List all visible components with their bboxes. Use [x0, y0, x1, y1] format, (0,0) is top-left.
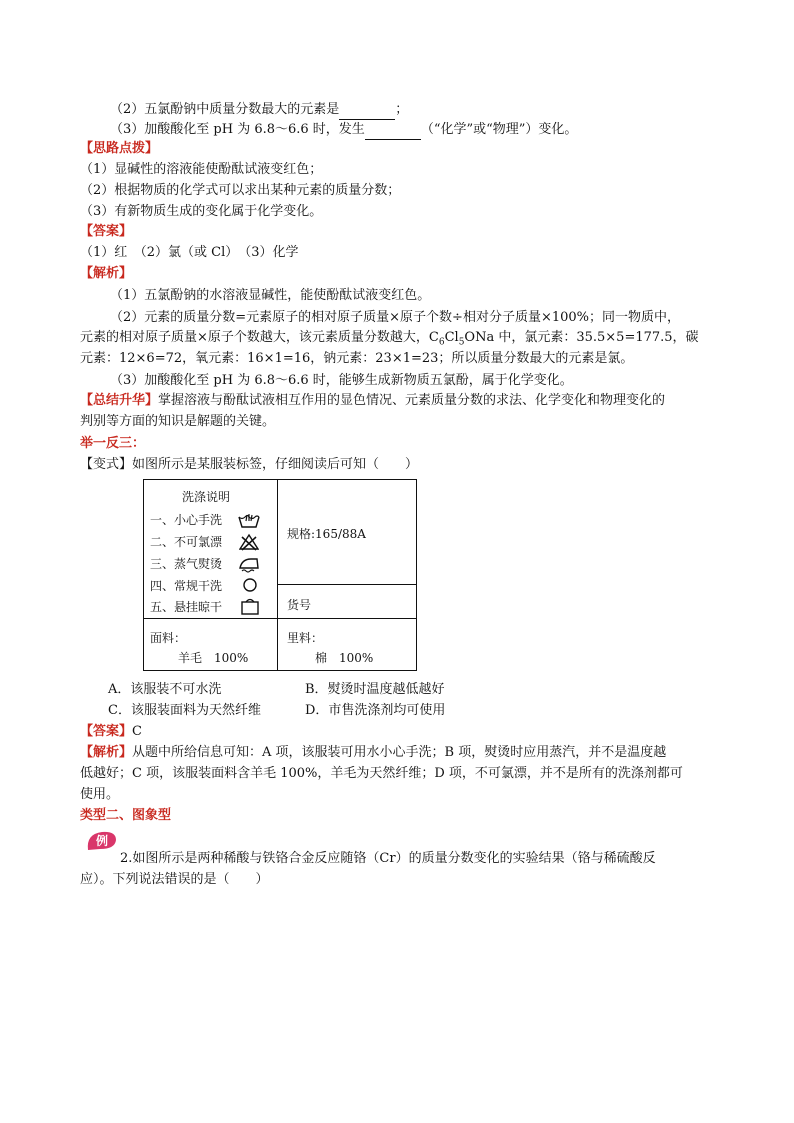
lining-value: 棉 100% [315, 651, 374, 665]
analysis-2: 【解析】从题中所给信息可知：A 项，该服装可用水小心手洗；B 项，熨烫时应用蒸汽，并不是温度越 [80, 745, 667, 760]
answer-text: （1）红 （2）氯（或 Cl） （3）化学 [80, 245, 299, 260]
option-b[interactable]: B．熨烫时温度越低越好 [305, 682, 445, 697]
hint-line: （3）有新物质生成的变化属于化学变化。 [80, 204, 323, 219]
divider [277, 480, 278, 670]
analysis-para: 元素的相对原子质量×原子个数越大，该元素质量分数越大，$C_6Cl_5ONa$ 中，氯元素：35.5×5=177.5，碳 [80, 330, 699, 348]
hang-dry-icon [240, 597, 260, 615]
analysis-para: 元素：12×6=72，氧元素：16×1=16，钠元素：23×1=23；所以质量分数最大的元素是氯。 [80, 351, 634, 366]
hint-line: （1）显碱性的溶液能使酚酞试液变红色； [80, 162, 323, 177]
clothing-label-figure [143, 479, 417, 671]
variant-question: 【变式】如图所示是某服装标签，仔细阅读后可知（ ） [80, 457, 419, 472]
analysis-2-cont: 使用。 [80, 787, 120, 802]
hint-line: （2）根据物质的化学式可以求出某种元素的质量分数； [80, 183, 401, 198]
question-2: （2）五氯酚钠中质量分数最大的元素是 ； [110, 100, 750, 120]
no-bleach-icon [239, 533, 259, 551]
fabric-value: 羊毛 100% [178, 651, 249, 665]
item-number-label: 货号 [287, 598, 312, 612]
wash-item: 二、不可氯漂 [150, 535, 223, 549]
summary-cont: 判别等方面的知识是解题的关键。 [80, 414, 276, 429]
summary: 【总结升华】掌握溶液与酚酞试液相互作用的显色情况、元素质量分数的求法、化学变化和物理变化的 [80, 393, 666, 408]
steam-iron-icon [238, 555, 260, 573]
example-question: 2.如图所示是两种稀酸与铁铬合金反应随铬（Cr）的质量分数变化的实验结果（铬与稀硫酸反 [120, 851, 656, 866]
dry-clean-icon [242, 577, 258, 593]
question-3: （3）加酸酸化至 pH 为 6.8～6.6 时，发生 （“化学”或“物理”）变化。 [110, 120, 750, 140]
lining-label: 里料： [287, 631, 324, 645]
example-badge-icon [86, 830, 118, 852]
divider [277, 584, 416, 585]
answer-tag: 【答案】 [80, 224, 133, 239]
wash-item: 一、小心手洗 [150, 513, 223, 527]
option-d[interactable]: D．市售洗涤剂均可使用 [305, 703, 446, 718]
wash-title: 洗涤说明 [182, 490, 231, 504]
example-badge-text: 例 [95, 834, 109, 848]
analysis-para: （2）元素的质量分数=元素原子的相对原子质量×原子个数÷相对分子质量×100%；同一物质中， [110, 310, 681, 325]
section-heading: 类型二、图象型 [80, 808, 172, 823]
wash-item: 五、悬挂晾干 [150, 600, 223, 614]
wash-item: 三、蒸气熨烫 [150, 557, 223, 571]
divider [144, 618, 416, 619]
fabric-label: 面料： [150, 631, 187, 645]
analysis-2-cont: 低越好；C 项，该服装面料含羊毛 100%，羊毛为天然纤维；D 项，不可氯漂，并不是所有的洗涤剂都可 [80, 766, 683, 781]
analysis-para: （1）五氯酚钠的水溶液显碱性，能使酚酞试液变红色。 [110, 288, 431, 303]
option-a[interactable]: A．该服装不可水洗 [108, 682, 222, 697]
option-c[interactable]: C．该服装面料为天然纤维 [108, 703, 261, 718]
answer-blank[interactable] [365, 125, 421, 140]
hint-tag: 【思路点拨】 [80, 141, 159, 156]
spec-text: 规格:165/88A [287, 527, 366, 541]
analysis-tag: 【解析】 [80, 266, 133, 281]
answer-blank[interactable] [339, 105, 395, 120]
hand-wash-icon [238, 511, 260, 529]
practice-heading: 举一反三： [80, 436, 146, 451]
answer-2: 【答案】C [80, 724, 142, 739]
wash-item: 四、常规干洗 [150, 579, 223, 593]
analysis-para: （3）加酸酸化至 pH 为 6.8～6.6 时，能够生成新物质五氯酚，属于化学变化。 [110, 373, 573, 388]
example-question-cont: 应）。下列说法错误的是（ ） [80, 872, 269, 887]
